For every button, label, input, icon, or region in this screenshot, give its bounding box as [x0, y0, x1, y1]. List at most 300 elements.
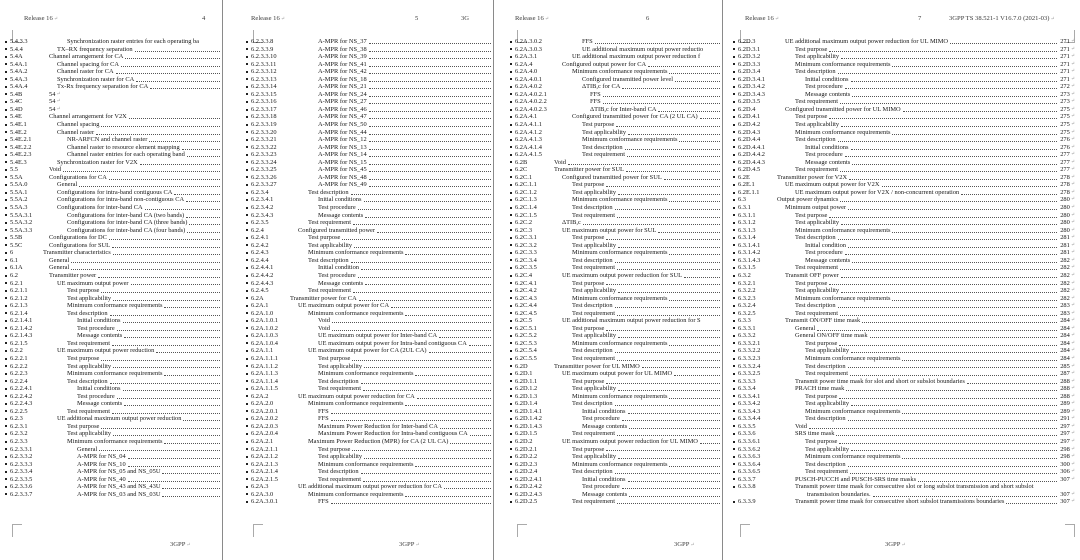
- toc-entry[interactable]: [246, 166, 493, 174]
- toc-entry[interactable]: [510, 438, 722, 446]
- toc-entry[interactable]: [5, 83, 222, 91]
- toc-entry[interactable]: [510, 378, 722, 386]
- toc-entry[interactable]: [246, 204, 493, 212]
- toc-entry[interactable]: [5, 91, 222, 99]
- entry-title: Test description: [795, 234, 836, 242]
- toc-entry[interactable]: [5, 151, 222, 159]
- toc-entry[interactable]: [733, 46, 1075, 54]
- toc-entry[interactable]: [5, 295, 222, 303]
- entry-bullet-icon: [5, 491, 10, 499]
- toc-entry[interactable]: [733, 234, 1075, 242]
- toc-entry[interactable]: [510, 46, 722, 54]
- toc-entry[interactable]: [246, 121, 493, 129]
- toc-entry[interactable]: [510, 151, 722, 159]
- toc-entry[interactable]: [733, 189, 1075, 197]
- toc-entry[interactable]: [246, 249, 493, 257]
- toc-entry[interactable]: [246, 340, 493, 348]
- toc-entry[interactable]: [733, 121, 1075, 129]
- toc-entry[interactable]: [5, 166, 222, 174]
- toc-entry[interactable]: [5, 174, 222, 182]
- toc-entry[interactable]: [246, 189, 493, 197]
- toc-entry[interactable]: [733, 340, 1075, 348]
- toc-entry[interactable]: [510, 61, 722, 69]
- toc-entry[interactable]: [733, 355, 1075, 363]
- toc-entry[interactable]: [733, 310, 1075, 318]
- toc-entry[interactable]: [5, 385, 222, 393]
- section-number: 6.2A.4.1.3: [515, 136, 542, 144]
- page-number: 284: [1060, 332, 1070, 340]
- toc-entry[interactable]: [246, 355, 493, 363]
- toc-entry[interactable]: [5, 113, 222, 121]
- toc-entry[interactable]: [733, 363, 1075, 371]
- toc-entry[interactable]: [246, 280, 493, 288]
- toc-entry[interactable]: [5, 189, 222, 197]
- toc-entry[interactable]: [246, 242, 493, 250]
- entry-bullet-icon: [5, 181, 10, 189]
- toc-entry[interactable]: [246, 129, 493, 137]
- toc-entry[interactable]: [510, 483, 722, 491]
- toc-entry[interactable]: [5, 144, 222, 152]
- toc-entry[interactable]: [733, 415, 1075, 423]
- toc-entry[interactable]: [733, 287, 1075, 295]
- toc-entry[interactable]: [733, 295, 1075, 303]
- entry-title: Minimum conformance requirements: [805, 354, 901, 362]
- toc-entry[interactable]: [5, 53, 222, 61]
- toc-entry[interactable]: [5, 264, 222, 272]
- return-mark-icon: ↵: [901, 543, 906, 548]
- toc-entry[interactable]: [510, 325, 722, 333]
- toc-entry[interactable]: [510, 106, 722, 114]
- toc-entry[interactable]: [733, 446, 1075, 454]
- toc-entry[interactable]: [246, 408, 493, 416]
- toc-entry[interactable]: [733, 227, 1075, 235]
- section-number: 5.4E.2.2: [10, 143, 32, 151]
- toc-entry[interactable]: [510, 302, 722, 310]
- toc-entry[interactable]: [246, 91, 493, 99]
- toc-entry[interactable]: [5, 340, 222, 348]
- toc-entry[interactable]: [246, 68, 493, 76]
- toc-entry[interactable]: [246, 287, 493, 295]
- toc-entry[interactable]: [5, 332, 222, 340]
- toc-entry[interactable]: [510, 446, 722, 454]
- toc-entry[interactable]: [5, 393, 222, 401]
- toc-entry[interactable]: [510, 249, 722, 257]
- entry-title: Message contents: [318, 211, 364, 219]
- toc-entry[interactable]: [510, 129, 722, 137]
- toc-entry[interactable]: [510, 415, 722, 423]
- toc-entry[interactable]: [246, 113, 493, 121]
- toc-entry[interactable]: [733, 423, 1075, 431]
- toc-entry[interactable]: [510, 219, 722, 227]
- toc-entry[interactable]: [733, 385, 1075, 393]
- dot-leader: [187, 227, 220, 233]
- toc-entry[interactable]: [5, 378, 222, 386]
- toc-entry[interactable]: [5, 468, 222, 476]
- toc-entry[interactable]: [5, 287, 222, 295]
- toc-entry[interactable]: [5, 438, 222, 446]
- toc-entry[interactable]: [510, 76, 722, 84]
- toc-entry[interactable]: [246, 264, 493, 272]
- toc-entry[interactable]: [246, 181, 493, 189]
- return-mark-icon: ↵: [1070, 144, 1075, 150]
- toc-entry[interactable]: [5, 196, 222, 204]
- toc-entry[interactable]: [5, 68, 222, 76]
- toc-entry[interactable]: [246, 483, 493, 491]
- toc-entry[interactable]: [510, 234, 722, 242]
- toc-entry[interactable]: [733, 196, 1075, 204]
- toc-entry[interactable]: [510, 68, 722, 76]
- toc-entry[interactable]: [510, 121, 722, 129]
- toc-entry[interactable]: [246, 98, 493, 106]
- toc-entry[interactable]: [246, 415, 493, 423]
- toc-entry[interactable]: [733, 242, 1075, 250]
- toc-entry[interactable]: [733, 113, 1075, 121]
- toc-entry[interactable]: [510, 212, 722, 220]
- toc-entry[interactable]: [246, 363, 493, 371]
- toc-entry[interactable]: [510, 227, 722, 235]
- toc-entry[interactable]: [5, 98, 222, 106]
- toc-entry[interactable]: [246, 295, 493, 303]
- toc-entry[interactable]: [246, 347, 493, 355]
- toc-entry[interactable]: [510, 91, 722, 99]
- toc-entry[interactable]: [510, 174, 722, 182]
- section-number: 6.3.3.2.2: [738, 347, 761, 355]
- toc-entry[interactable]: [733, 106, 1075, 114]
- toc-entry[interactable]: [510, 476, 722, 484]
- toc-entry[interactable]: [733, 159, 1075, 167]
- toc-entry[interactable]: [246, 83, 493, 91]
- toc-entry[interactable]: [246, 144, 493, 152]
- toc-entry[interactable]: [5, 219, 222, 227]
- toc-entry[interactable]: [733, 53, 1075, 61]
- toc-entry[interactable]: [733, 476, 1075, 484]
- return-mark-icon: ↵: [1070, 454, 1075, 460]
- toc-entry[interactable]: [246, 136, 493, 144]
- toc-entry[interactable]: [510, 370, 722, 378]
- toc-entry[interactable]: [246, 446, 493, 454]
- toc-entry[interactable]: [5, 181, 222, 189]
- toc-entry[interactable]: [510, 385, 722, 393]
- toc-entry[interactable]: [246, 393, 493, 401]
- toc-entry[interactable]: [510, 355, 722, 363]
- toc-entry[interactable]: [246, 370, 493, 378]
- toc-entry[interactable]: [246, 257, 493, 265]
- toc-entry[interactable]: [733, 408, 1075, 416]
- toc-entry[interactable]: [246, 272, 493, 280]
- dot-leader: [669, 461, 720, 467]
- dot-leader: [331, 498, 491, 504]
- toc-entry[interactable]: [246, 453, 493, 461]
- toc-entry[interactable]: [733, 264, 1075, 272]
- toc-entry[interactable]: [246, 317, 493, 325]
- dot-leader: [669, 295, 720, 301]
- toc-entry[interactable]: [733, 257, 1075, 265]
- toc-entry[interactable]: [733, 430, 1075, 438]
- entry-title: ΔTIB,c: [562, 219, 581, 227]
- toc-entry[interactable]: [510, 144, 722, 152]
- toc-entry[interactable]: [733, 129, 1075, 137]
- return-mark-icon: ↵: [1070, 39, 1075, 44]
- toc-entry[interactable]: [246, 38, 493, 46]
- toc-entry[interactable]: [5, 76, 222, 84]
- toc-entry[interactable]: [246, 461, 493, 469]
- toc-entry[interactable]: [733, 181, 1075, 189]
- dot-leader: [892, 61, 1057, 67]
- toc-entry[interactable]: [246, 476, 493, 484]
- toc-entry[interactable]: [5, 46, 222, 54]
- toc-entry[interactable]: [5, 234, 222, 242]
- dot-leader: [128, 461, 220, 467]
- toc-entry[interactable]: [733, 272, 1075, 280]
- toc-entry[interactable]: [733, 166, 1075, 174]
- toc-entry[interactable]: [733, 249, 1075, 257]
- toc-entry[interactable]: [5, 242, 222, 250]
- entry-bullet-icon: [246, 483, 251, 491]
- entry-bullet-icon: [510, 234, 515, 242]
- entry-title: Maximum Power Reduction (MPR) for CA (2 UL CA): [308, 437, 449, 445]
- entry-title: Minimum conformance requirements: [795, 294, 891, 302]
- entry-title: Minimum conformance requirements: [795, 226, 891, 234]
- toc-entry[interactable]: [5, 408, 222, 416]
- entry-bullet-icon: [733, 219, 738, 227]
- toc-entry[interactable]: [510, 189, 722, 197]
- toc-entry[interactable]: [733, 378, 1075, 386]
- toc-entry[interactable]: [510, 430, 722, 438]
- toc-entry[interactable]: [733, 453, 1075, 461]
- toc-entry[interactable]: [733, 151, 1075, 159]
- section-number: 6.2.3.3.17: [251, 105, 277, 113]
- toc-entry[interactable]: [733, 136, 1075, 144]
- toc-entry[interactable]: [246, 400, 493, 408]
- toc-entry[interactable]: [5, 370, 222, 378]
- toc-entry[interactable]: [510, 204, 722, 212]
- toc-entry[interactable]: [510, 393, 722, 401]
- toc-entry[interactable]: [5, 227, 222, 235]
- toc-entry[interactable]: [246, 302, 493, 310]
- entry-bullet-icon: [5, 430, 10, 438]
- toc-entry[interactable]: [5, 483, 222, 491]
- toc-entry[interactable]: [246, 219, 493, 227]
- toc-entry[interactable]: [510, 340, 722, 348]
- toc-entry[interactable]: [5, 491, 222, 499]
- toc-entry[interactable]: [5, 363, 222, 371]
- toc-entry[interactable]: [510, 332, 722, 340]
- toc-entry[interactable]: [733, 204, 1075, 212]
- toc-entry[interactable]: [733, 393, 1075, 401]
- toc-entry[interactable]: [246, 332, 493, 340]
- dot-leader: [369, 136, 491, 142]
- toc-entry[interactable]: [5, 415, 222, 423]
- toc-entry[interactable]: [5, 106, 222, 114]
- toc-entry[interactable]: [733, 325, 1075, 333]
- toc-entry[interactable]: [5, 355, 222, 363]
- toc-entry[interactable]: [510, 272, 722, 280]
- toc-entry[interactable]: [510, 196, 722, 204]
- toc-entry[interactable]: [5, 204, 222, 212]
- toc-entry[interactable]: [510, 310, 722, 318]
- entry-title: Minimum conformance requirements: [318, 370, 414, 378]
- toc-entry[interactable]: [246, 159, 493, 167]
- toc-entry[interactable]: [510, 98, 722, 106]
- toc-entry[interactable]: [733, 144, 1075, 152]
- entry-bullet-icon: [5, 340, 10, 348]
- toc-entry[interactable]: [246, 46, 493, 54]
- toc-entry[interactable]: [510, 113, 722, 121]
- toc-entry[interactable]: [5, 136, 222, 144]
- return-mark-icon: ↵: [56, 99, 61, 105]
- toc-entry[interactable]: [246, 438, 493, 446]
- toc-entry[interactable]: [5, 61, 222, 69]
- toc-entry[interactable]: [5, 453, 222, 461]
- toc-entry[interactable]: [733, 212, 1075, 220]
- toc-entry[interactable]: [5, 325, 222, 333]
- toc-entry[interactable]: [5, 302, 222, 310]
- toc-entry[interactable]: [5, 423, 222, 431]
- toc-entry[interactable]: [733, 468, 1075, 476]
- toc-entry[interactable]: [733, 91, 1075, 99]
- toc-entry[interactable]: [733, 461, 1075, 469]
- toc-entry[interactable]: [733, 76, 1075, 84]
- toc-entry[interactable]: [510, 363, 722, 371]
- toc-entry[interactable]: [510, 53, 722, 61]
- toc-entry[interactable]: [5, 38, 222, 46]
- toc-entry[interactable]: [733, 498, 1075, 506]
- entry-bullet-icon: [246, 242, 251, 250]
- toc-entry[interactable]: [246, 151, 493, 159]
- toc-entry[interactable]: [733, 38, 1075, 46]
- toc-entry[interactable]: [5, 347, 222, 355]
- entry-bullet-icon: [5, 83, 10, 91]
- toc-entry[interactable]: [733, 219, 1075, 227]
- toc-entry[interactable]: [510, 468, 722, 476]
- toc-entry[interactable]: [510, 287, 722, 295]
- entry-bullet-icon: [733, 189, 738, 197]
- toc-entry[interactable]: [510, 136, 722, 144]
- toc-entry[interactable]: [510, 264, 722, 272]
- toc-entry[interactable]: [5, 159, 222, 167]
- toc-entry[interactable]: [510, 491, 722, 499]
- toc-entry[interactable]: [733, 347, 1075, 355]
- toc-entry[interactable]: [5, 446, 222, 454]
- toc-entry[interactable]: [246, 174, 493, 182]
- toc-entry[interactable]: [733, 491, 1075, 499]
- toc-entry[interactable]: [5, 430, 222, 438]
- toc-entry[interactable]: [5, 461, 222, 469]
- toc-entry[interactable]: [733, 68, 1075, 76]
- toc-entry[interactable]: [510, 461, 722, 469]
- toc-entry[interactable]: [246, 325, 493, 333]
- toc-entry[interactable]: [246, 196, 493, 204]
- toc-entry[interactable]: [246, 234, 493, 242]
- toc-entry[interactable]: [246, 212, 493, 220]
- entry-bullet-icon: [733, 144, 738, 152]
- toc-entry[interactable]: [510, 498, 722, 506]
- toc-entry[interactable]: [733, 332, 1075, 340]
- toc-entry[interactable]: [246, 385, 493, 393]
- toc-entry[interactable]: [5, 317, 222, 325]
- toc-entry[interactable]: [246, 468, 493, 476]
- toc-entry[interactable]: [5, 310, 222, 318]
- toc-entry[interactable]: [510, 400, 722, 408]
- toc-entry[interactable]: [246, 53, 493, 61]
- entry-bullet-icon: [5, 68, 10, 76]
- entry-title: Transmit power time mask for slot and short or subslot boundaries: [795, 377, 965, 385]
- section-number: 6.2.3.3.16: [251, 98, 277, 106]
- dot-leader: [124, 332, 220, 338]
- entry-bullet-icon: [5, 189, 10, 197]
- entry-title: Transmit power time mask for consecutive slot or long subslot transmission and short subslot: [795, 483, 1034, 491]
- toc-entry[interactable]: [246, 310, 493, 318]
- toc-entry[interactable]: [510, 38, 722, 46]
- toc-entry[interactable]: [733, 483, 1075, 491]
- toc-entry[interactable]: [510, 347, 722, 355]
- toc-entry[interactable]: [510, 166, 722, 174]
- toc-entry[interactable]: [733, 438, 1075, 446]
- entry-bullet-icon: [246, 468, 251, 476]
- toc-entry[interactable]: [5, 129, 222, 137]
- toc-entry[interactable]: [733, 302, 1075, 310]
- toc-entry[interactable]: [510, 83, 722, 91]
- entry-bullet-icon: [246, 498, 251, 506]
- page-number: 300: [1060, 460, 1070, 468]
- entry-title: UE maximum output power for Intra-band contiguous CA: [318, 339, 467, 347]
- dot-leader: [361, 264, 491, 270]
- section-number: 6.3.1.4.3: [738, 256, 761, 264]
- toc-entry[interactable]: [246, 491, 493, 499]
- toc-entry[interactable]: [246, 76, 493, 84]
- toc-entry[interactable]: [5, 121, 222, 129]
- return-mark-icon: ↵: [1070, 499, 1075, 505]
- return-mark-icon: ↵: [1070, 348, 1075, 354]
- toc-entry[interactable]: [5, 476, 222, 484]
- toc-entry[interactable]: [246, 378, 493, 386]
- toc-entry[interactable]: [733, 83, 1075, 91]
- toc-entry[interactable]: [733, 98, 1075, 106]
- toc-entry[interactable]: [5, 257, 222, 265]
- toc-entry[interactable]: [510, 423, 722, 431]
- toc-entry[interactable]: [733, 61, 1075, 69]
- dot-leader: [700, 113, 720, 119]
- toc-entry[interactable]: [5, 400, 222, 408]
- toc-entry[interactable]: [5, 272, 222, 280]
- toc-entry[interactable]: [733, 174, 1075, 182]
- toc-entry[interactable]: [510, 295, 722, 303]
- toc-entry[interactable]: [246, 106, 493, 114]
- toc-entry[interactable]: [5, 249, 222, 257]
- toc-entry[interactable]: [246, 498, 493, 506]
- toc-entry[interactable]: [510, 408, 722, 416]
- toc-entry[interactable]: [246, 227, 493, 235]
- toc-entry[interactable]: [246, 61, 493, 69]
- section-number: 6.2.1.4.1: [10, 317, 33, 325]
- toc-entry[interactable]: [733, 400, 1075, 408]
- toc-entry[interactable]: [510, 257, 722, 265]
- toc-entry[interactable]: [510, 317, 722, 325]
- toc-entry[interactable]: [510, 242, 722, 250]
- toc-entry[interactable]: [5, 280, 222, 288]
- toc-entry[interactable]: [510, 181, 722, 189]
- toc-entry[interactable]: [733, 370, 1075, 378]
- toc-entry[interactable]: [733, 317, 1075, 325]
- toc-entry[interactable]: [510, 453, 722, 461]
- toc-entry[interactable]: [733, 280, 1075, 288]
- dot-leader: [622, 483, 720, 489]
- toc-entry[interactable]: [510, 280, 722, 288]
- toc-entry[interactable]: [246, 423, 493, 431]
- toc-entry[interactable]: [510, 159, 722, 167]
- toc-entry[interactable]: [5, 212, 222, 220]
- toc-entry[interactable]: [246, 430, 493, 438]
